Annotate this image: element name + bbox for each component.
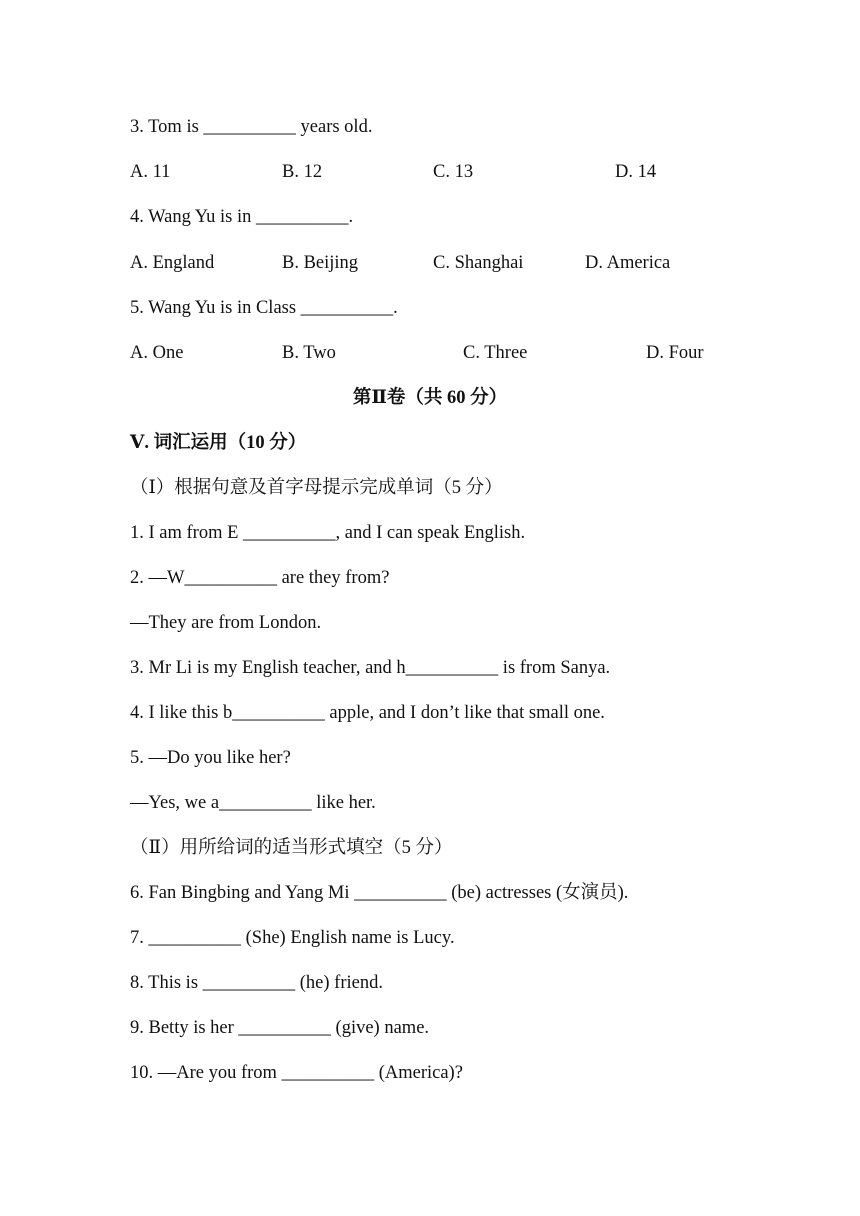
sub1-line-5: 4. I like this b__________ apple, and I don’t like that small one. bbox=[130, 703, 605, 723]
option-b: B. 12 bbox=[282, 162, 323, 182]
question-3-options bbox=[0, 160, 860, 184]
subsection-1-title: （Ⅰ）根据句意及首字母提示完成单词（5 分） bbox=[130, 478, 503, 498]
question-5-text: 5. Wang Yu is in Class __________. bbox=[130, 298, 398, 318]
option-d: D. America bbox=[585, 253, 671, 273]
section-5-title: Ⅴ. 词汇运用（10 分） bbox=[130, 433, 307, 453]
sub1-line-1: 1. I am from E __________, and I can speak English. bbox=[130, 523, 526, 543]
question-3-text: 3. Tom is __________ years old. bbox=[130, 117, 373, 137]
option-a: A. One bbox=[130, 343, 184, 363]
question-4-text: 4. Wang Yu is in __________. bbox=[130, 207, 354, 227]
option-b: B. Beijing bbox=[282, 253, 359, 273]
subsection-2-title: （Ⅱ）用所给词的适当形式填空（5 分） bbox=[130, 838, 453, 858]
sub2-line-5: 10. —Are you from __________ (America)? bbox=[130, 1063, 463, 1083]
sub1-line-3: —They are from London. bbox=[130, 613, 322, 633]
sub1-line-2: 2. —W__________ are they from? bbox=[130, 568, 390, 588]
sub2-line-1: 6. Fan Bingbing and Yang Mi __________ (be) actresses (女演员). bbox=[130, 883, 629, 903]
option-c: C. Three bbox=[463, 343, 528, 363]
question-5-options bbox=[0, 341, 860, 365]
option-d: D. 14 bbox=[615, 162, 657, 182]
option-a: A. 11 bbox=[130, 162, 171, 182]
sub2-line-3: 8. This is __________ (he) friend. bbox=[130, 973, 383, 993]
volume-2-title: 第Ⅱ卷（共 60 分） bbox=[352, 388, 508, 408]
option-a: A. England bbox=[130, 253, 215, 273]
sub1-line-7: —Yes, we a__________ like her. bbox=[130, 793, 376, 813]
sub2-line-2: 7. __________ (She) English name is Lucy. bbox=[130, 928, 455, 948]
sub2-line-4: 9. Betty is her __________ (give) name. bbox=[130, 1018, 430, 1038]
question-4-options bbox=[0, 251, 860, 275]
option-d: D. Four bbox=[646, 343, 704, 363]
option-b: B. Two bbox=[282, 343, 336, 363]
option-c: C. 13 bbox=[433, 162, 474, 182]
sub1-line-6: 5. —Do you like her? bbox=[130, 748, 291, 768]
sub1-line-4: 3. Mr Li is my English teacher, and h__________ is from Sanya. bbox=[130, 658, 611, 678]
option-c: C. Shanghai bbox=[433, 253, 524, 273]
